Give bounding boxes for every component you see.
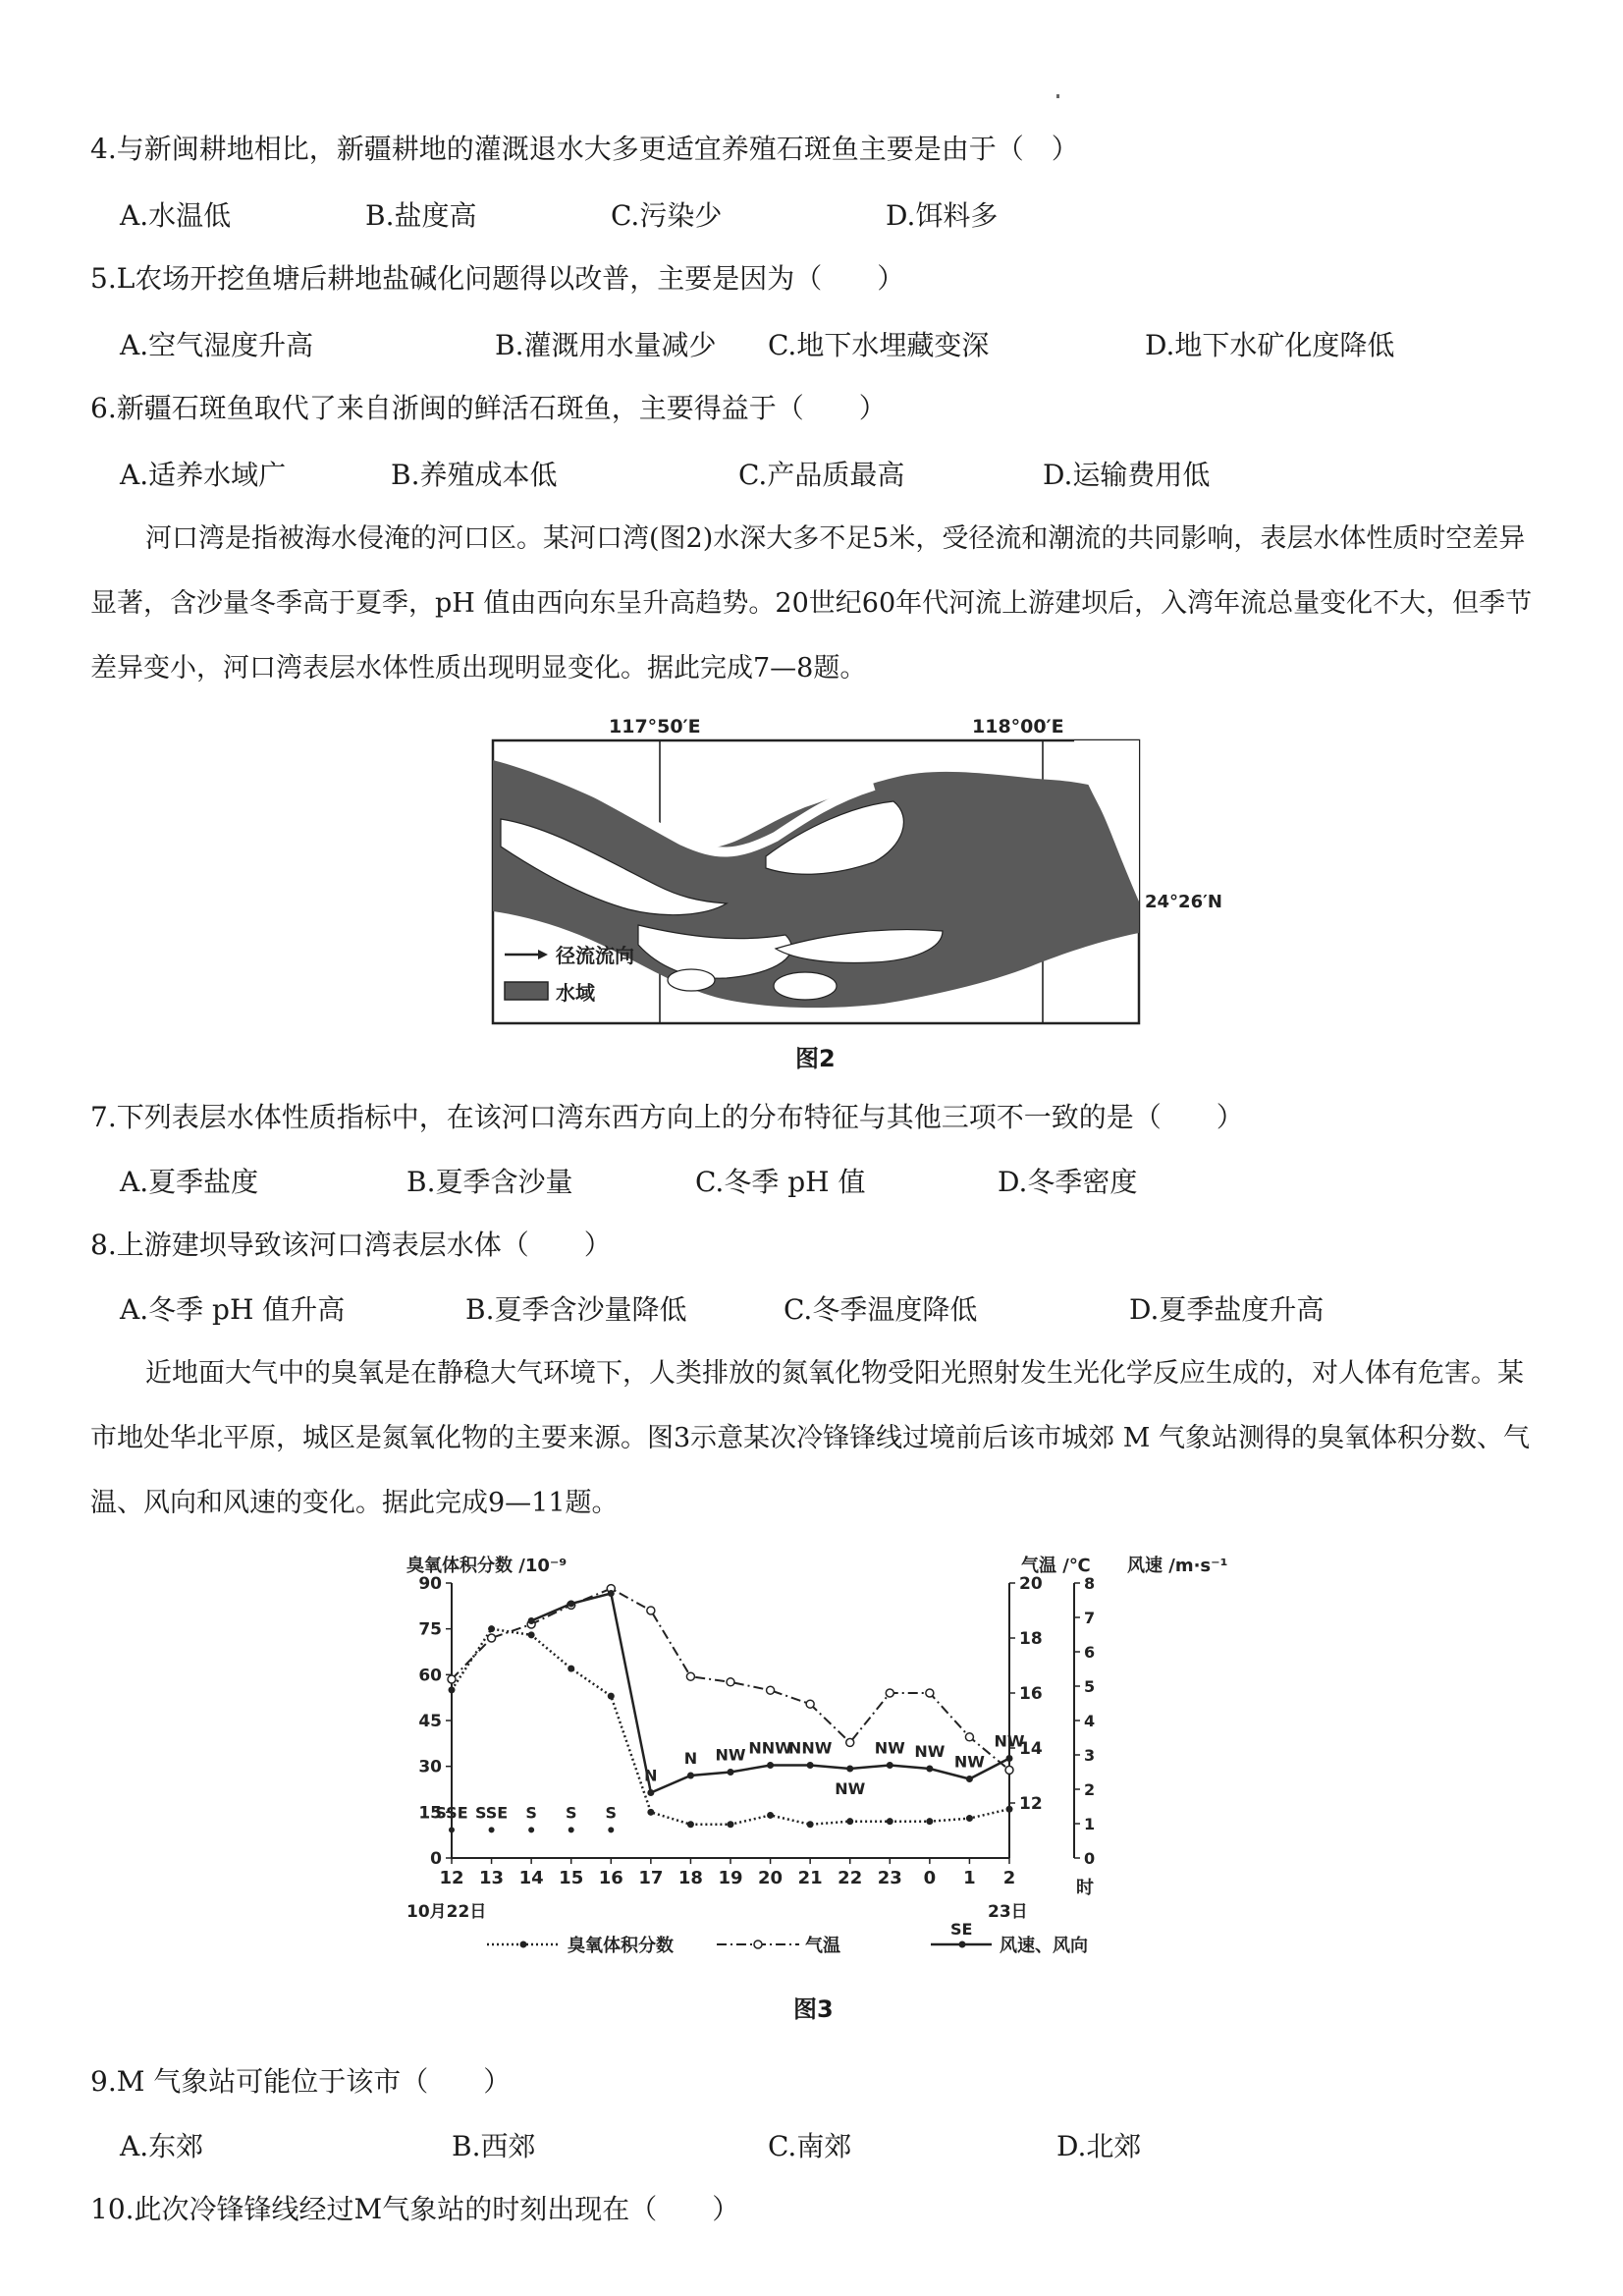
wind-axis-tick-label: 1	[1084, 1815, 1096, 1833]
wind-speed-point	[846, 1766, 853, 1773]
figure-2-map	[481, 709, 1222, 1033]
temperature-point	[1005, 1766, 1013, 1774]
legend-ozone-marker	[520, 1941, 527, 1948]
wind-direction-label: NNW	[787, 1738, 833, 1758]
left-axis-tick-label: 45	[418, 1712, 442, 1731]
temperature-point	[846, 1738, 854, 1746]
question-9-stem: 9.M 气象站可能位于该市（ ）	[90, 2065, 512, 2098]
wind-direction-label: NW	[914, 1742, 946, 1761]
question-8-option-b[interactable]: B.夏季含沙量降低	[465, 1293, 687, 1326]
question-4-stem: 4.与新闽耕地相比，新疆耕地的灌溉退水大多更适宜养殖石斑鱼主要是由于（ ）	[90, 133, 1079, 165]
temperature-point	[926, 1689, 934, 1697]
x-axis-tick-label: 19	[718, 1868, 743, 1888]
ozone-point	[528, 1631, 535, 1638]
passage-ozone-text: 近地面大气中的臭氧是在静稳大气环境下，人类排放的氮氧化物受阳光照射发生光化学反应生成的，对人体有危害。某市地处华北平原，城区是氮氧化物的主要来源。图3示意某次冷锋锋线过境前后该市城郊 M 气象站测得的臭氧体积分数、气温、风向和风速的变化。据此完成9—11题。	[90, 1358, 1530, 1518]
temperature-point	[727, 1678, 734, 1686]
x-axis-tick-label: 12	[439, 1868, 464, 1888]
wind-speed-point	[1006, 1755, 1013, 1762]
question-4-option-b[interactable]: B.盐度高	[365, 199, 477, 232]
wind-speed-point	[568, 1601, 574, 1608]
wind-speed-point	[728, 1769, 734, 1776]
passage-ozone	[90, 1341, 1543, 1536]
ozone-point	[568, 1666, 574, 1672]
lon-label-1: 117°50′E	[609, 716, 701, 738]
wind-speed-point	[528, 1617, 535, 1624]
question-8-option-a[interactable]: A.冬季 pH 值升高	[120, 1293, 346, 1326]
island-small-west	[668, 969, 715, 991]
x-axis-tick-label: 20	[758, 1868, 784, 1888]
wind-direction-label: NW	[874, 1738, 905, 1758]
x-axis-tick-label: 1	[963, 1868, 976, 1888]
wind-direction-label: NW	[994, 1731, 1025, 1751]
question-5-option-d[interactable]: D.地下水矿化度降低	[1145, 329, 1395, 361]
temperature-point	[448, 1675, 456, 1683]
wind-axis-tick-label: 0	[1084, 1849, 1096, 1868]
wind-direction-marker	[449, 1827, 455, 1832]
wind-speed-point	[887, 1762, 893, 1769]
wind-direction-label: N	[644, 1766, 658, 1785]
wind-direction-label: N	[683, 1749, 698, 1768]
wind-direction-label: S	[525, 1803, 537, 1823]
question-6-stem: 6.新疆石斑鱼取代了来自浙闽的鲜活石斑鱼，主要得益于（ ）	[90, 392, 887, 424]
wind-speed-point	[926, 1766, 933, 1773]
question-4-option-a[interactable]: A.水温低	[120, 199, 232, 232]
wind-direction-label: NW	[835, 1779, 866, 1798]
x-axis-tick-label: 14	[518, 1868, 544, 1888]
legend-ozone-label: 臭氧体积分数	[568, 1936, 674, 1956]
ozone-point	[966, 1815, 973, 1822]
wind-speed-point	[966, 1776, 973, 1782]
temp-axis-tick-label: 14	[1019, 1739, 1043, 1759]
left-axis-tick-label: 60	[418, 1666, 442, 1686]
ozone-point	[608, 1693, 615, 1700]
question-6-option-c[interactable]: C.产品质最高	[738, 459, 905, 491]
question-5-option-c[interactable]: C.地下水埋藏变深	[768, 329, 990, 361]
question-7-option-d[interactable]: D.冬季密度	[998, 1166, 1138, 1198]
question-5-option-b[interactable]: B.灌溉用水量减少	[495, 329, 717, 361]
legend-wind-marker	[959, 1941, 966, 1948]
wind-direction-label: NNW	[748, 1738, 792, 1758]
question-6-option-b[interactable]: B.养殖成本低	[391, 459, 558, 491]
left-axis-tick-label: 90	[418, 1574, 442, 1594]
temperature-point	[965, 1733, 973, 1741]
wind-speed-point	[767, 1762, 774, 1769]
question-6-option-d[interactable]: D.运输费用低	[1043, 459, 1211, 491]
wind-axis-tick-label: 5	[1084, 1677, 1096, 1696]
temperature-point	[806, 1700, 814, 1708]
x-axis-tick-label: 23	[877, 1868, 902, 1888]
island-egg	[774, 972, 837, 1000]
ozone-point	[926, 1818, 933, 1825]
ozone-point	[449, 1686, 456, 1693]
wind-direction-label: NW	[953, 1752, 985, 1772]
temp-axis-tick-label: 18	[1019, 1629, 1043, 1649]
question-9-option-b[interactable]: B.西郊	[452, 2130, 536, 2162]
wind-direction-label: NW	[715, 1745, 746, 1765]
lat-label: 24°26′N	[1145, 892, 1222, 912]
legend-temp-label: 气温	[805, 1936, 840, 1956]
left-axis-tick-label: 30	[418, 1757, 442, 1777]
legend-flow-label: 径流流向	[556, 944, 634, 967]
question-4-option-d[interactable]: D.饵料多	[886, 199, 999, 232]
wind-speed-point	[807, 1762, 814, 1769]
question-6-option-a[interactable]: A.适养水域广	[120, 459, 287, 491]
ozone-point	[687, 1821, 694, 1828]
question-5-option-a[interactable]: A.空气湿度升高	[120, 329, 314, 361]
question-8-stem: 8.上游建坝导致该河口湾表层水体（ ）	[90, 1229, 612, 1261]
x-axis-hour-suffix: 时	[1076, 1878, 1094, 1898]
legend-wind-label: 风速、风向	[1000, 1936, 1088, 1956]
series-line-1	[452, 1629, 1009, 1825]
x-axis-tick-label: 18	[677, 1868, 703, 1888]
left-axis-title: 臭氧体积分数 /10⁻⁹	[406, 1556, 568, 1576]
question-7-stem: 7.下列表层水体性质指标中，在该河口湾东西方向上的分布特征与其他三项不一致的是（ ）	[90, 1101, 1244, 1133]
wind-direction-label: SSE	[435, 1803, 468, 1823]
legend-water-label: 水域	[556, 981, 595, 1005]
figure-2-caption: 图2	[795, 1045, 836, 1072]
wind-axis-tick-label: 4	[1084, 1712, 1096, 1730]
temperature-point	[686, 1672, 694, 1680]
ozone-point	[767, 1812, 774, 1819]
x-axis-tick-label: 15	[559, 1868, 584, 1888]
wind-direction-label: S	[605, 1803, 618, 1823]
temperature-point	[767, 1686, 775, 1694]
figure-3-caption: 图3	[793, 1995, 834, 2023]
ozone-point	[807, 1821, 814, 1828]
figure-3-chart	[393, 1544, 1237, 1976]
x-axis-tick-label: 22	[838, 1868, 863, 1888]
scan-speck	[1056, 94, 1059, 98]
wind-axis-title: 风速 /m·s⁻¹	[1127, 1556, 1228, 1576]
wind-direction-label: S	[565, 1803, 577, 1823]
temp-axis-title: 气温 /℃	[1021, 1556, 1091, 1576]
wind-axis-tick-label: 7	[1084, 1609, 1096, 1627]
x-axis-tick-label: 21	[797, 1868, 823, 1888]
left-axis-tick-label: 75	[418, 1619, 442, 1640]
wind-speed-point	[687, 1773, 694, 1779]
wind-direction-marker	[489, 1827, 495, 1832]
question-5-stem: 5.L农场开挖鱼塘后耕地盐碱化问题得以改普，主要是因为（ ）	[90, 262, 905, 295]
left-axis-tick-label: 15	[418, 1803, 442, 1824]
question-7-option-b[interactable]: B.夏季含沙量	[406, 1166, 573, 1198]
x-axis-tick-label: 16	[598, 1868, 623, 1888]
wind-axis-tick-label: 3	[1084, 1746, 1096, 1765]
wind-speed-point	[647, 1789, 654, 1796]
legend-temp-marker	[754, 1941, 762, 1948]
ozone-point	[846, 1818, 853, 1825]
x-axis-tick-label: 17	[638, 1868, 664, 1888]
question-9-option-a[interactable]: A.东郊	[120, 2130, 204, 2162]
question-7-option-c[interactable]: C.冬季 pH 值	[695, 1166, 866, 1198]
x-axis-date-2: 23日	[988, 1902, 1028, 1922]
wind-axis-tick-label: 2	[1084, 1780, 1096, 1799]
temperature-point	[488, 1634, 496, 1642]
wind-direction-marker	[608, 1827, 614, 1832]
temp-axis-tick-label: 12	[1019, 1794, 1043, 1814]
ozone-point	[647, 1809, 654, 1816]
legend-wind-sample-dir: SE	[950, 1920, 973, 1939]
passage-estuary	[90, 507, 1543, 701]
x-axis-tick-label: 2	[1002, 1868, 1016, 1888]
ozone-point	[1006, 1806, 1013, 1813]
passage-estuary-text: 河口湾是指被海水侵淹的河口区。某河口湾(图2)水深大多不足5米，受径流和潮流的共同影响，表层水体性质时空差异显著，含沙量冬季高于夏季，pH 值由西向东呈升高趋势。20世纪60年代河流上游建坝后，入湾年流总量变化不大，但季节差异变小，河口湾表层水体性质出现明显变化。据此完成7—8题。	[90, 523, 1533, 683]
question-10-stem: 10.此次冷锋锋线经过M气象站的时刻出现在（ ）	[90, 2193, 740, 2225]
x-axis-date-1: 10月22日	[406, 1902, 487, 1922]
wind-direction-marker	[528, 1827, 534, 1832]
question-8-option-d[interactable]: D.夏季盐度升高	[1129, 1293, 1325, 1326]
question-9-option-d[interactable]: D.北郊	[1056, 2130, 1142, 2162]
wind-axis-tick-label: 8	[1084, 1574, 1096, 1593]
ozone-point	[488, 1625, 495, 1632]
ozone-point	[887, 1818, 893, 1825]
legend-water-swatch	[505, 982, 548, 1000]
left-axis-tick-label: 0	[430, 1849, 442, 1869]
wind-speed-point	[608, 1590, 615, 1597]
wind-direction-label: SSE	[474, 1803, 509, 1823]
wind-axis-tick-label: 6	[1084, 1643, 1096, 1662]
question-7-option-a[interactable]: A.夏季盐度	[120, 1166, 259, 1198]
question-9-option-c[interactable]: C.南郊	[768, 2130, 852, 2162]
question-4-option-c[interactable]: C.污染少	[611, 199, 723, 232]
lon-label-2: 118°00′E	[972, 716, 1064, 738]
ozone-point	[728, 1821, 734, 1828]
x-axis-tick-label: 0	[923, 1868, 937, 1888]
x-axis-tick-label: 13	[479, 1868, 505, 1888]
temperature-point	[647, 1607, 655, 1614]
wind-direction-marker	[568, 1827, 574, 1832]
temperature-point	[886, 1689, 893, 1697]
temp-axis-tick-label: 16	[1019, 1684, 1043, 1704]
temp-axis-tick-label: 20	[1019, 1574, 1043, 1594]
question-8-option-c[interactable]: C.冬季温度降低	[784, 1293, 978, 1326]
